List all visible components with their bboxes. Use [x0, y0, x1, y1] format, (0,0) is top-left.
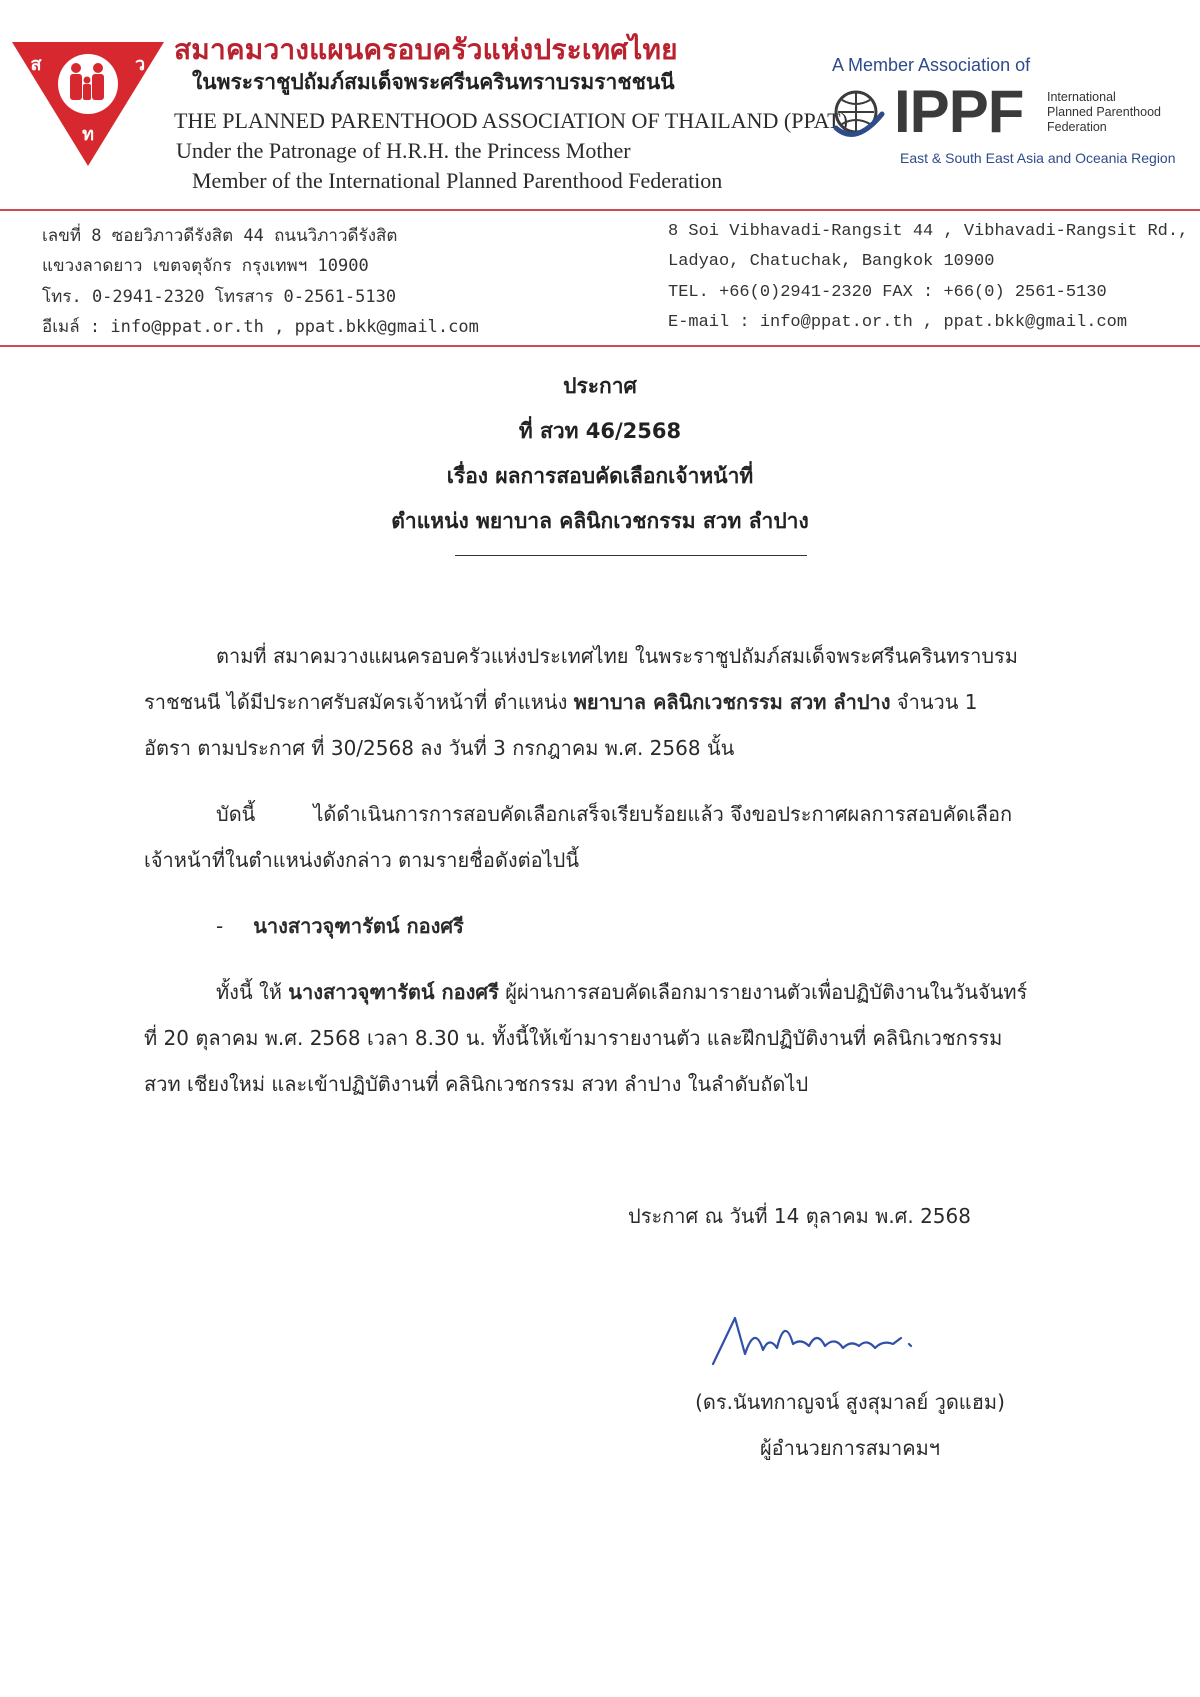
candidate-name: นางสาวจุฑารัตน์ กองศรี [253, 914, 464, 938]
candidate-dash: - [216, 914, 224, 938]
address-en-line-3: TEL. +66(0)2941-2320 FAX : +66(0) 2561-5130 [668, 283, 1107, 302]
address-th-line-1: เลขที่ 8 ซอยวิภาวดีรังสิต 44 ถนนวิภาวดีรังสิต [42, 226, 398, 246]
announcement-subject: เรื่อง ผลการสอบคัดเลือกเจ้าหน้าที่ [446, 464, 754, 488]
patronage-th: ในพระราชูปถัมภ์สมเด็จพระศรีนครินทราบรมราชชนนี [192, 70, 675, 94]
body-p2-now: บัดนี้ [216, 802, 256, 826]
ippf-member-of: A Member Association of [832, 55, 1031, 75]
ippf-full-name-line-2: Planned Parenthood [1047, 105, 1161, 119]
body-p3-line-1-text-a: ทั้งนี้ ให้ [216, 980, 289, 1004]
signature [705, 1310, 935, 1370]
address-th-line-4: อีเมล์ : info@ppat.or.th , ppat.bkk@gmail.com [42, 317, 479, 337]
body-p3-line-2: ที่ 20 ตุลาคม พ.ศ. 2568 เวลา 8.30 น. ทั้งนี้ให้เข้ามารายงานตัว และฝึกปฏิบัติงานที่ คลินิกเวชกรรม [144, 1026, 1003, 1050]
logo-letter-left: ส [30, 54, 42, 75]
ippf-full-name-line-1: International [1047, 90, 1116, 104]
announcement-date: ประกาศ ณ วันที่ 14 ตุลาคม พ.ศ. 2568 [628, 1204, 971, 1228]
address-th-line-3: โทร. 0-2941-2320 โทรสาร 0-2561-5130 [42, 287, 397, 307]
signer-name: (ดร.นันทกาญจน์ สูงสุมาลย์ วูดแฮม) [695, 1390, 1005, 1414]
logo-letter-right: ว [134, 54, 146, 75]
header-rule-top [0, 209, 1200, 211]
body-p2-line-1 [216, 798, 1012, 830]
address-th-line-2: แขวงลาดยาว เขตจตุจักร กรุงเทพฯ 10900 [42, 256, 369, 276]
body-p3-candidate-bold: นางสาวจุฑารัตน์ กองศรี [288, 980, 499, 1004]
title-underline [455, 555, 807, 556]
address-en-line-4: E-mail : info@ppat.or.th , ppat.bkk@gmail.com [668, 313, 1128, 332]
ippf-full-name [1047, 90, 1161, 135]
body-p1-line-2-text-c: จำนวน 1 [890, 690, 978, 714]
ippf-globe-icon [830, 84, 890, 144]
body-p2-line-1-text: ได้ดำเนินการการสอบคัดเลือกเสร็จเรียบร้อยแล้ว จึงขอประกาศผลการสอบคัดเลือก [313, 802, 1013, 826]
candidate-list-item [216, 910, 464, 942]
announcement-heading: ประกาศ [563, 374, 637, 398]
logo-letter-bottom: ท [82, 124, 94, 145]
body-p2-line-2: เจ้าหน้าที่ในตำแหน่งดังกล่าว ตามรายชื่อดังต่อไปนี้ [144, 848, 580, 872]
member-en: Member of the International Planned Parenthood Federation [192, 168, 723, 193]
body-p3-line-1 [216, 976, 1027, 1008]
body-p1-line-3: อัตรา ตามประกาศ ที่ 30/2568 ลง วันที่ 3 กรกฎาคม พ.ศ. 2568 นั้น [144, 736, 735, 760]
ppat-logo [10, 38, 166, 170]
body-p1-position-bold: พยาบาล คลินิกเวชกรรม สวท ลำปาง [573, 690, 891, 714]
ippf-full-name-line-3: Federation [1047, 120, 1107, 134]
ippf-region: East & South East Asia and Oceania Region [900, 150, 1176, 166]
announcement-position: ตำแหน่ง พยาบาล คลินิกเวชกรรม สวท ลำปาง [391, 509, 809, 533]
body-p1-line-1: ตามที่ สมาคมวางแผนครอบครัวแห่งประเทศไทย ในพระราชูปถัมภ์สมเด็จพระศรีนครินทราบรม [216, 644, 1018, 668]
ippf-wordmark: IPPF [894, 78, 1024, 145]
org-name-th: สมาคมวางแผนครอบครัวแห่งประเทศไทย [174, 33, 678, 66]
address-en-line-2: Ladyao, Chatuchak, Bangkok 10900 [668, 252, 995, 271]
body-p1-line-2-text-a: ราชชนนี ได้มีประกาศรับสมัครเจ้าหน้าที่ ตำแหน่ง [144, 690, 574, 714]
body-p3-line-3: สวท เชียงใหม่ และเข้าปฏิบัติงานที่ คลินิกเวชกรรม สวท ลำปาง ในลำดับถัดไป [144, 1072, 809, 1096]
body-p3-line-1-text-c: ผู้ผ่านการสอบคัดเลือกมารายงานตัวเพื่อปฏิบัติงานในวันจันทร์ [498, 980, 1028, 1004]
patronage-en: Under the Patronage of H.R.H. the Princess Mother [176, 138, 631, 163]
org-name-en: THE PLANNED PARENTHOOD ASSOCIATION OF THAILAND (PPAT) [174, 108, 848, 133]
address-en-line-1: 8 Soi Vibhavadi-Rangsit 44 , Vibhavadi-Rangsit Rd., [668, 222, 1189, 241]
signer-title: ผู้อำนวยการสมาคมฯ [759, 1436, 941, 1460]
body-p1-line-2 [144, 686, 978, 718]
header-rule-bottom [0, 345, 1200, 347]
announcement-number: ที่ สวท 46/2568 [518, 419, 682, 443]
